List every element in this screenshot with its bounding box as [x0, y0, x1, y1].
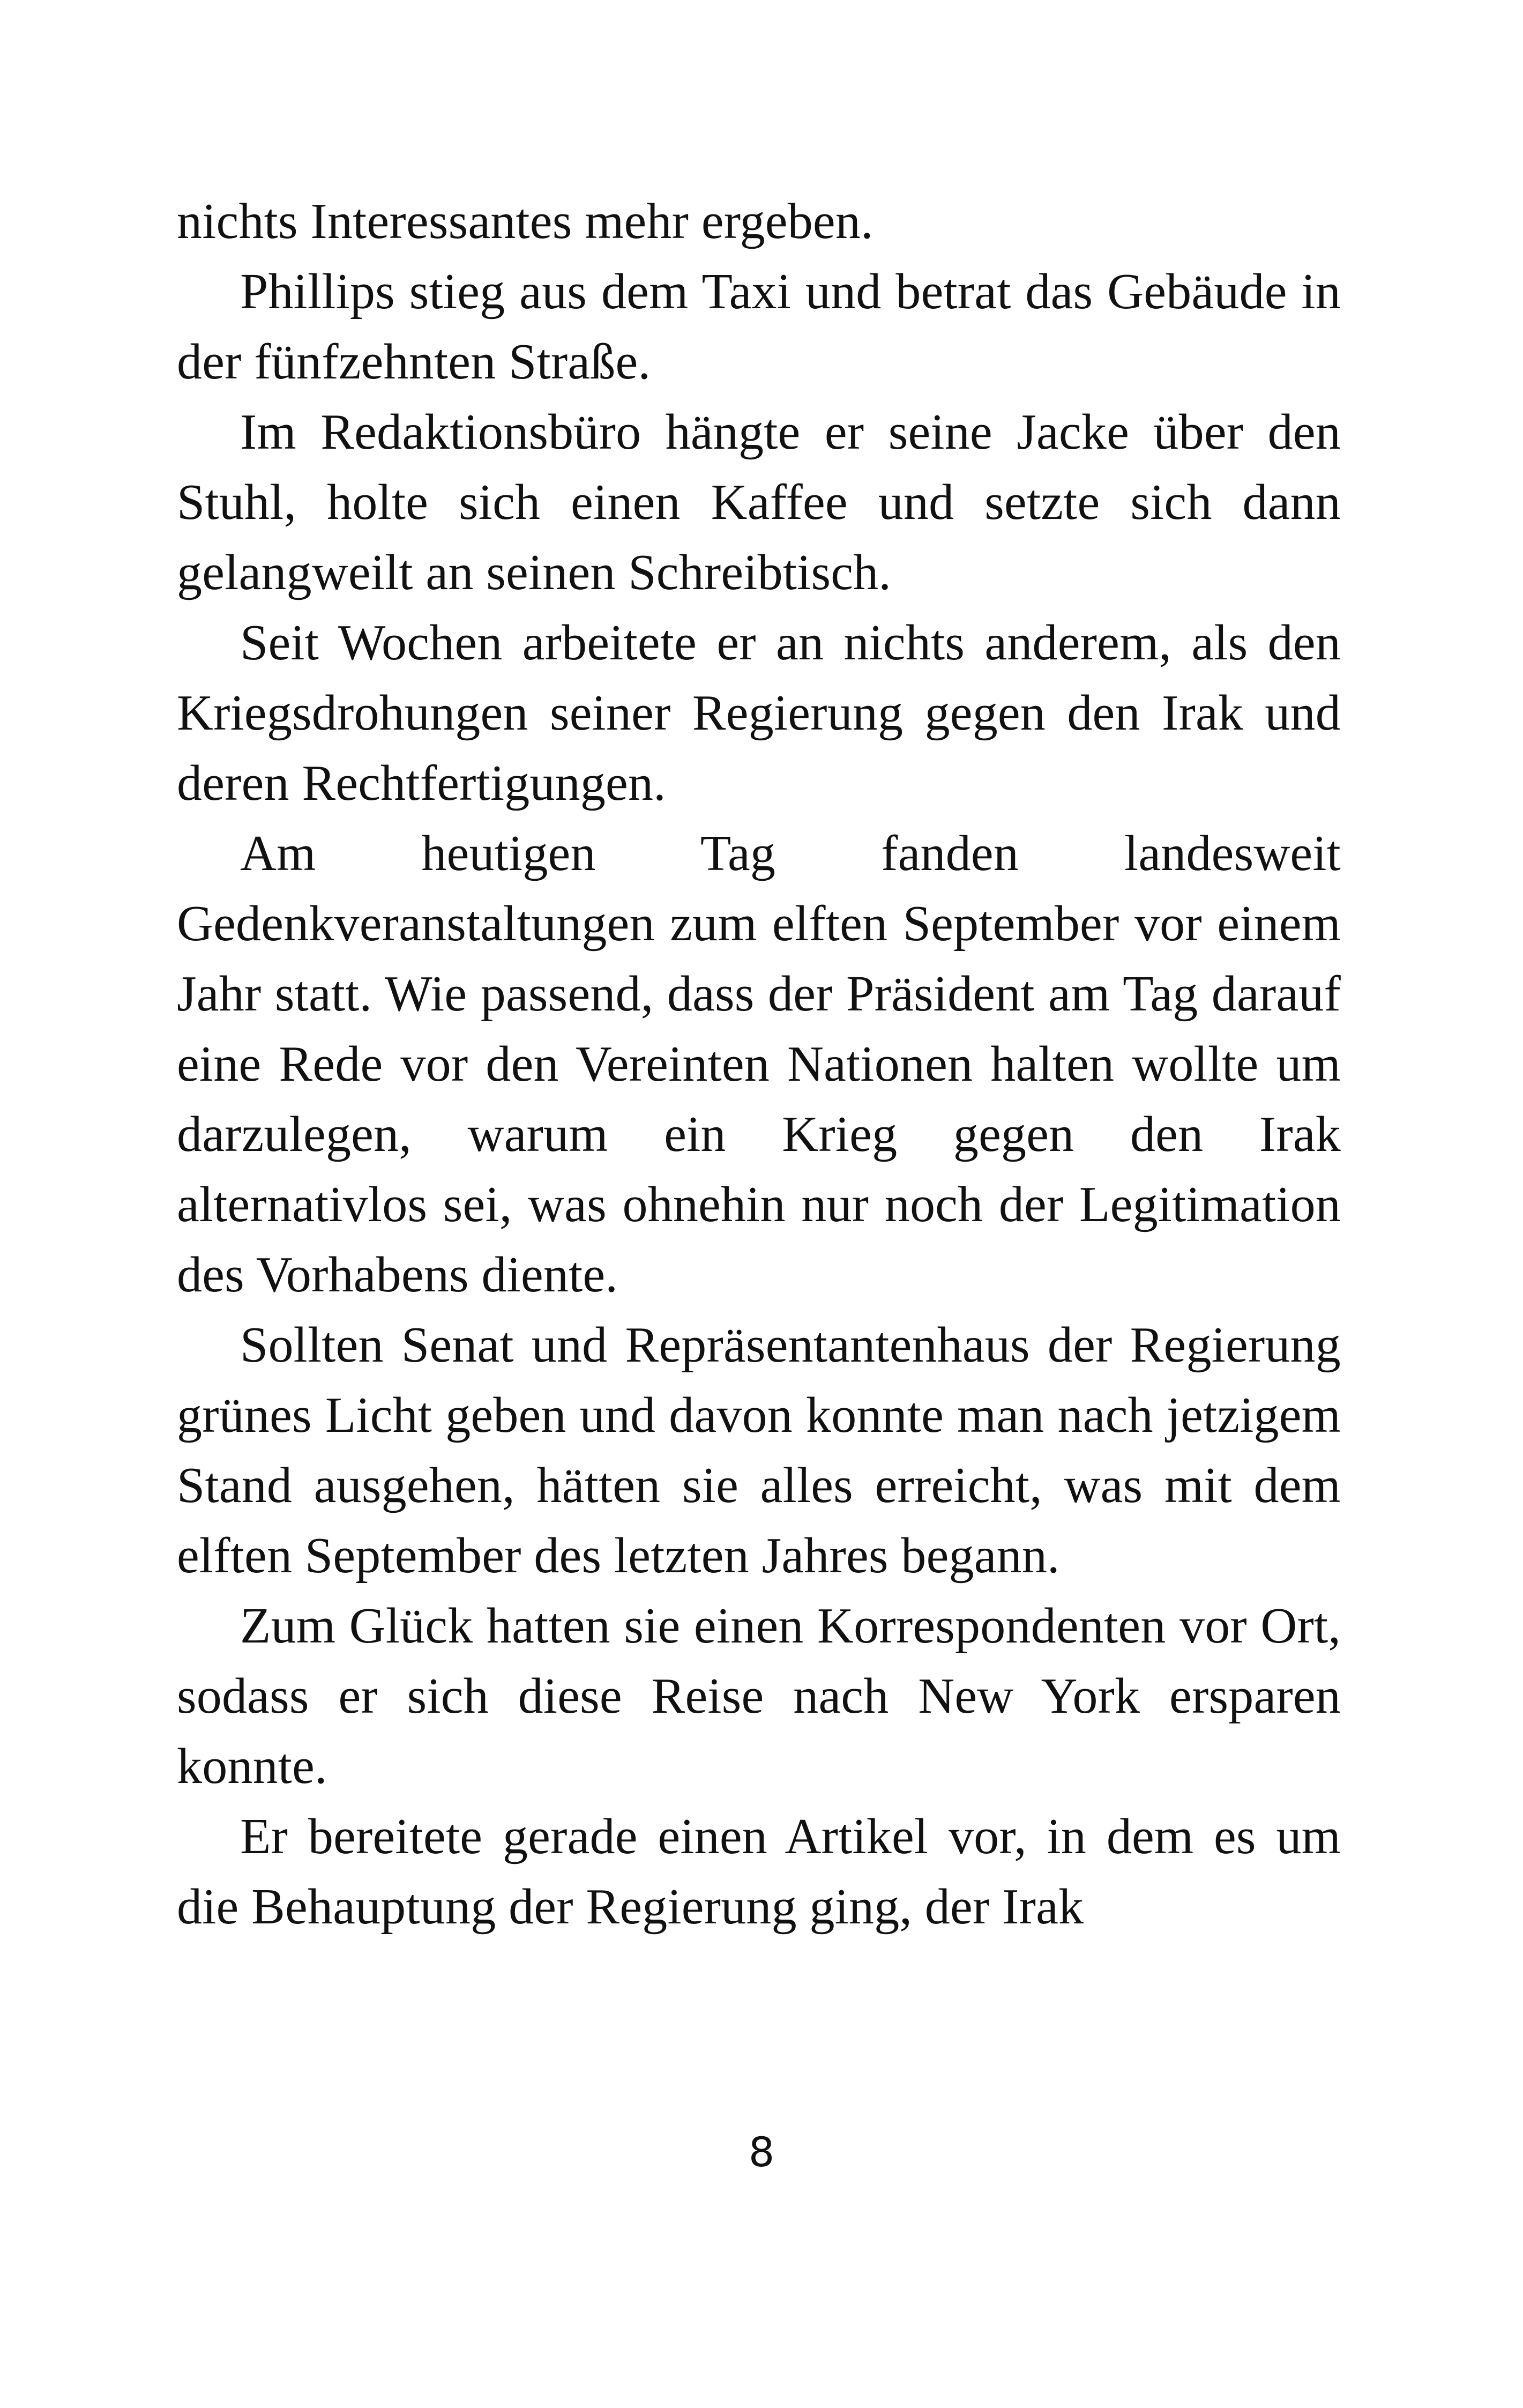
paragraph-5: Am heutigen Tag fanden landesweit Gedenkveranstaltungen zum elften September vor einem Jahr statt. Wie passend, dass der Präsident am Tag darauf eine Rede vor den Vereinten Nationen halten wollte um darzulegen, warum ein Krieg gegen den Irak alternativlos sei, was ohnehin nur noch der Legitimation des Vorhabens diente. [177, 826, 1341, 1303]
paragraph-2: Phillips stieg aus dem Taxi und betrat das Gebäude in der fünfzehnten Straße. [177, 264, 1341, 390]
paragraph-1: nichts Interessantes mehr ergeben. [177, 194, 874, 249]
paragraph-8: Er bereitete gerade einen Artikel vor, in dem es um die Behauptung der Regierung ging, der Irak [177, 1809, 1341, 1935]
paragraph-3: Im Redaktionsbüro hängte er seine Jacke über den Stuhl, holte sich einen Kaffee und setzte sich dann gelangweilt an seinen Schreibtisch. [177, 404, 1341, 600]
paragraph-6: Sollten Senat und Repräsentantenhaus der Regierung grünes Licht geben und davon konnte man nach jetzigem Stand ausgehen, hätten sie alles erreicht, was mit dem elften September des letzten Jahres begann. [177, 1317, 1341, 1584]
page-number: 8 [748, 2128, 775, 2176]
paragraph-7: Zum Glück hatten sie einen Korrespondenten vor Ort, sodass er sich diese Reise nach New York ersparen konnte. [177, 1598, 1341, 1794]
paragraph-4: Seit Wochen arbeitete er an nichts anderem, als den Kriegsdrohungen seiner Regierung gegen den Irak und deren Rechtfertigungen. [177, 615, 1341, 811]
body-text [177, 187, 1341, 1942]
